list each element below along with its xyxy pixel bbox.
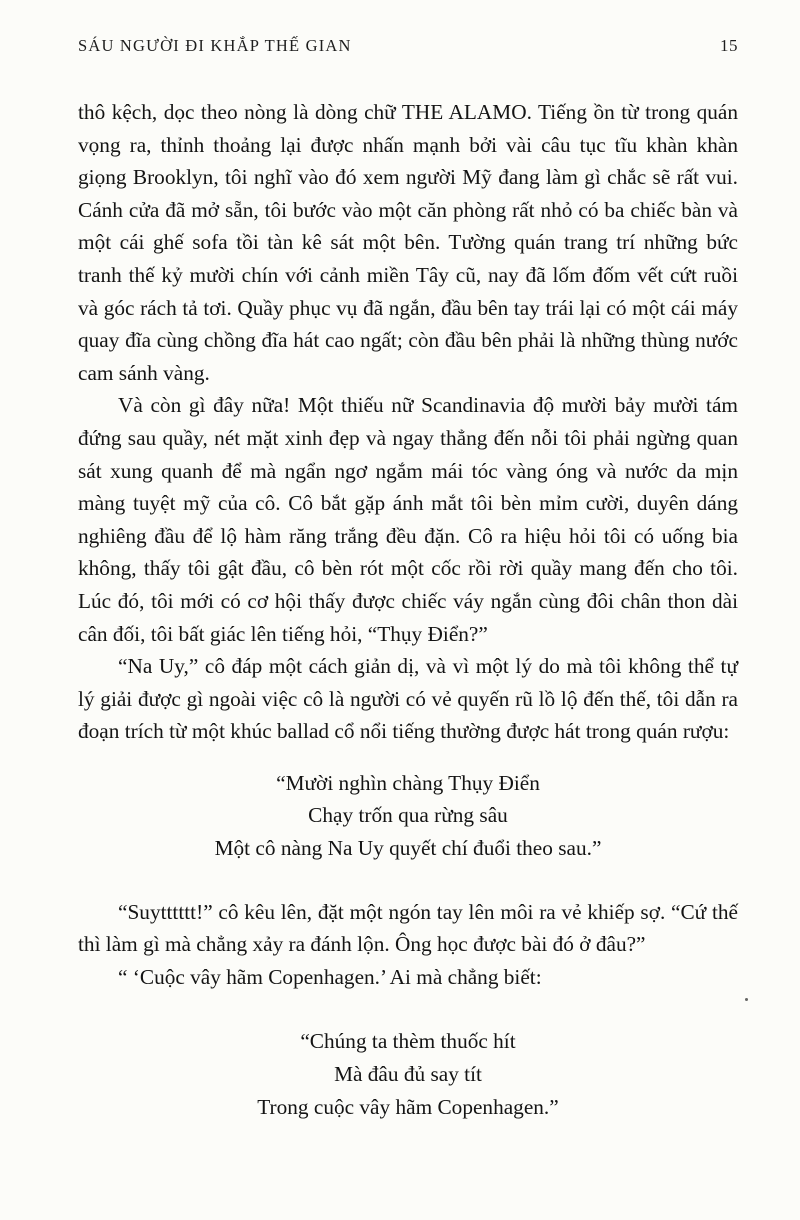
- verse-block-copenhagen: [78, 1025, 738, 1123]
- paragraph-continuation: thô kệch, dọc theo nòng là dòng chữ THE ALAMO. Tiếng ồn từ trong quán vọng ra, thỉnh thoảng lại được nhấn mạnh bởi vài câu tục tĩu khàn khàn giọng Brooklyn, tôi nghĩ vào đó xem người Mỹ đang làm gì chắc sẽ rất vui. Cánh cửa đã mở sẵn, tôi bước vào một căn phòng rất nhỏ có ba chiếc bàn và một cái ghế sofa tồi tàn kê sát một bên. Tường quán trang trí những bức tranh thế kỷ mười chín với cảnh miền Tây cũ, nay đã lốm đốm vết cứt ruồi và góc rách tả tơi. Quầy phục vụ đã ngắn, đầu bên tay trái lại có một cái máy quay đĩa cùng chồng đĩa hát cao ngất; còn đầu bên phải là những thùng nước cam sánh vàng.: [78, 100, 738, 385]
- verse-block-ballad: [78, 767, 738, 865]
- page-header: [78, 36, 738, 56]
- paragraph: “Na Uy,” cô đáp một cách giản dị, và vì một lý do mà tôi không thể tự lý giải được gì ngoài việc cô là người có vẻ quyến rũ lồ lộ đến thế, tôi dẫn ra đoạn trích từ một khúc ballad cổ nổi tiếng thường được hát trong quán rượu:: [78, 654, 738, 744]
- ink-speck: [745, 998, 748, 1001]
- verse-line: Mà đâu đủ say tít: [334, 1062, 482, 1087]
- verse-line: “Chúng ta thèm thuốc hít: [300, 1029, 516, 1054]
- verse-line: Một cô nàng Na Uy quyết chí đuổi theo sau.”: [214, 836, 602, 861]
- body-text: [78, 96, 738, 1123]
- verse-line: Chạy trốn qua rừng sâu: [308, 803, 508, 828]
- paragraph: “ ‘Cuộc vây hãm Copenhagen.’ Ai mà chẳng biết:: [118, 964, 542, 989]
- running-title: SÁU NGƯỜI ĐI KHẮP THẾ GIAN: [78, 36, 352, 55]
- verse-line: Trong cuộc vây hãm Copenhagen.”: [257, 1094, 559, 1119]
- page-number: 15: [720, 36, 738, 55]
- verse-line: “Mười nghìn chàng Thụy Điển: [276, 770, 540, 795]
- paragraph: Và còn gì đây nữa! Một thiếu nữ Scandinavia độ mười bảy mười tám đứng sau quầy, nét mặt xinh đẹp và ngay thẳng đến nỗi tôi phải ngừng quan sát xung quanh để mà ngẩn ngơ ngắm mái tóc vàng óng và nước da mịn màng tuyệt mỹ của cô. Cô bắt gặp ánh mắt tôi bèn mỉm cười, duyên dáng nghiêng đầu để lộ hàm răng trắng đều đặn. Cô ra hiệu hỏi tôi có uống bia không, thấy tôi gật đầu, cô bèn rót một cốc rồi rời quầy mang đến cho tôi. Lúc đó, tôi mới có cơ hội thấy được chiếc váy ngắn cùng đôi chân thon dài cân đối, tôi bất giác lên tiếng hỏi, “Thụy Điển?”: [78, 393, 738, 646]
- paragraph: “Suytttttt!” cô kêu lên, đặt một ngón tay lên môi ra vẻ khiếp sợ. “Cứ thế thì làm gì mà chẳng xảy ra đánh lộn. Ông học được bài đó ở đâu?”: [78, 899, 738, 957]
